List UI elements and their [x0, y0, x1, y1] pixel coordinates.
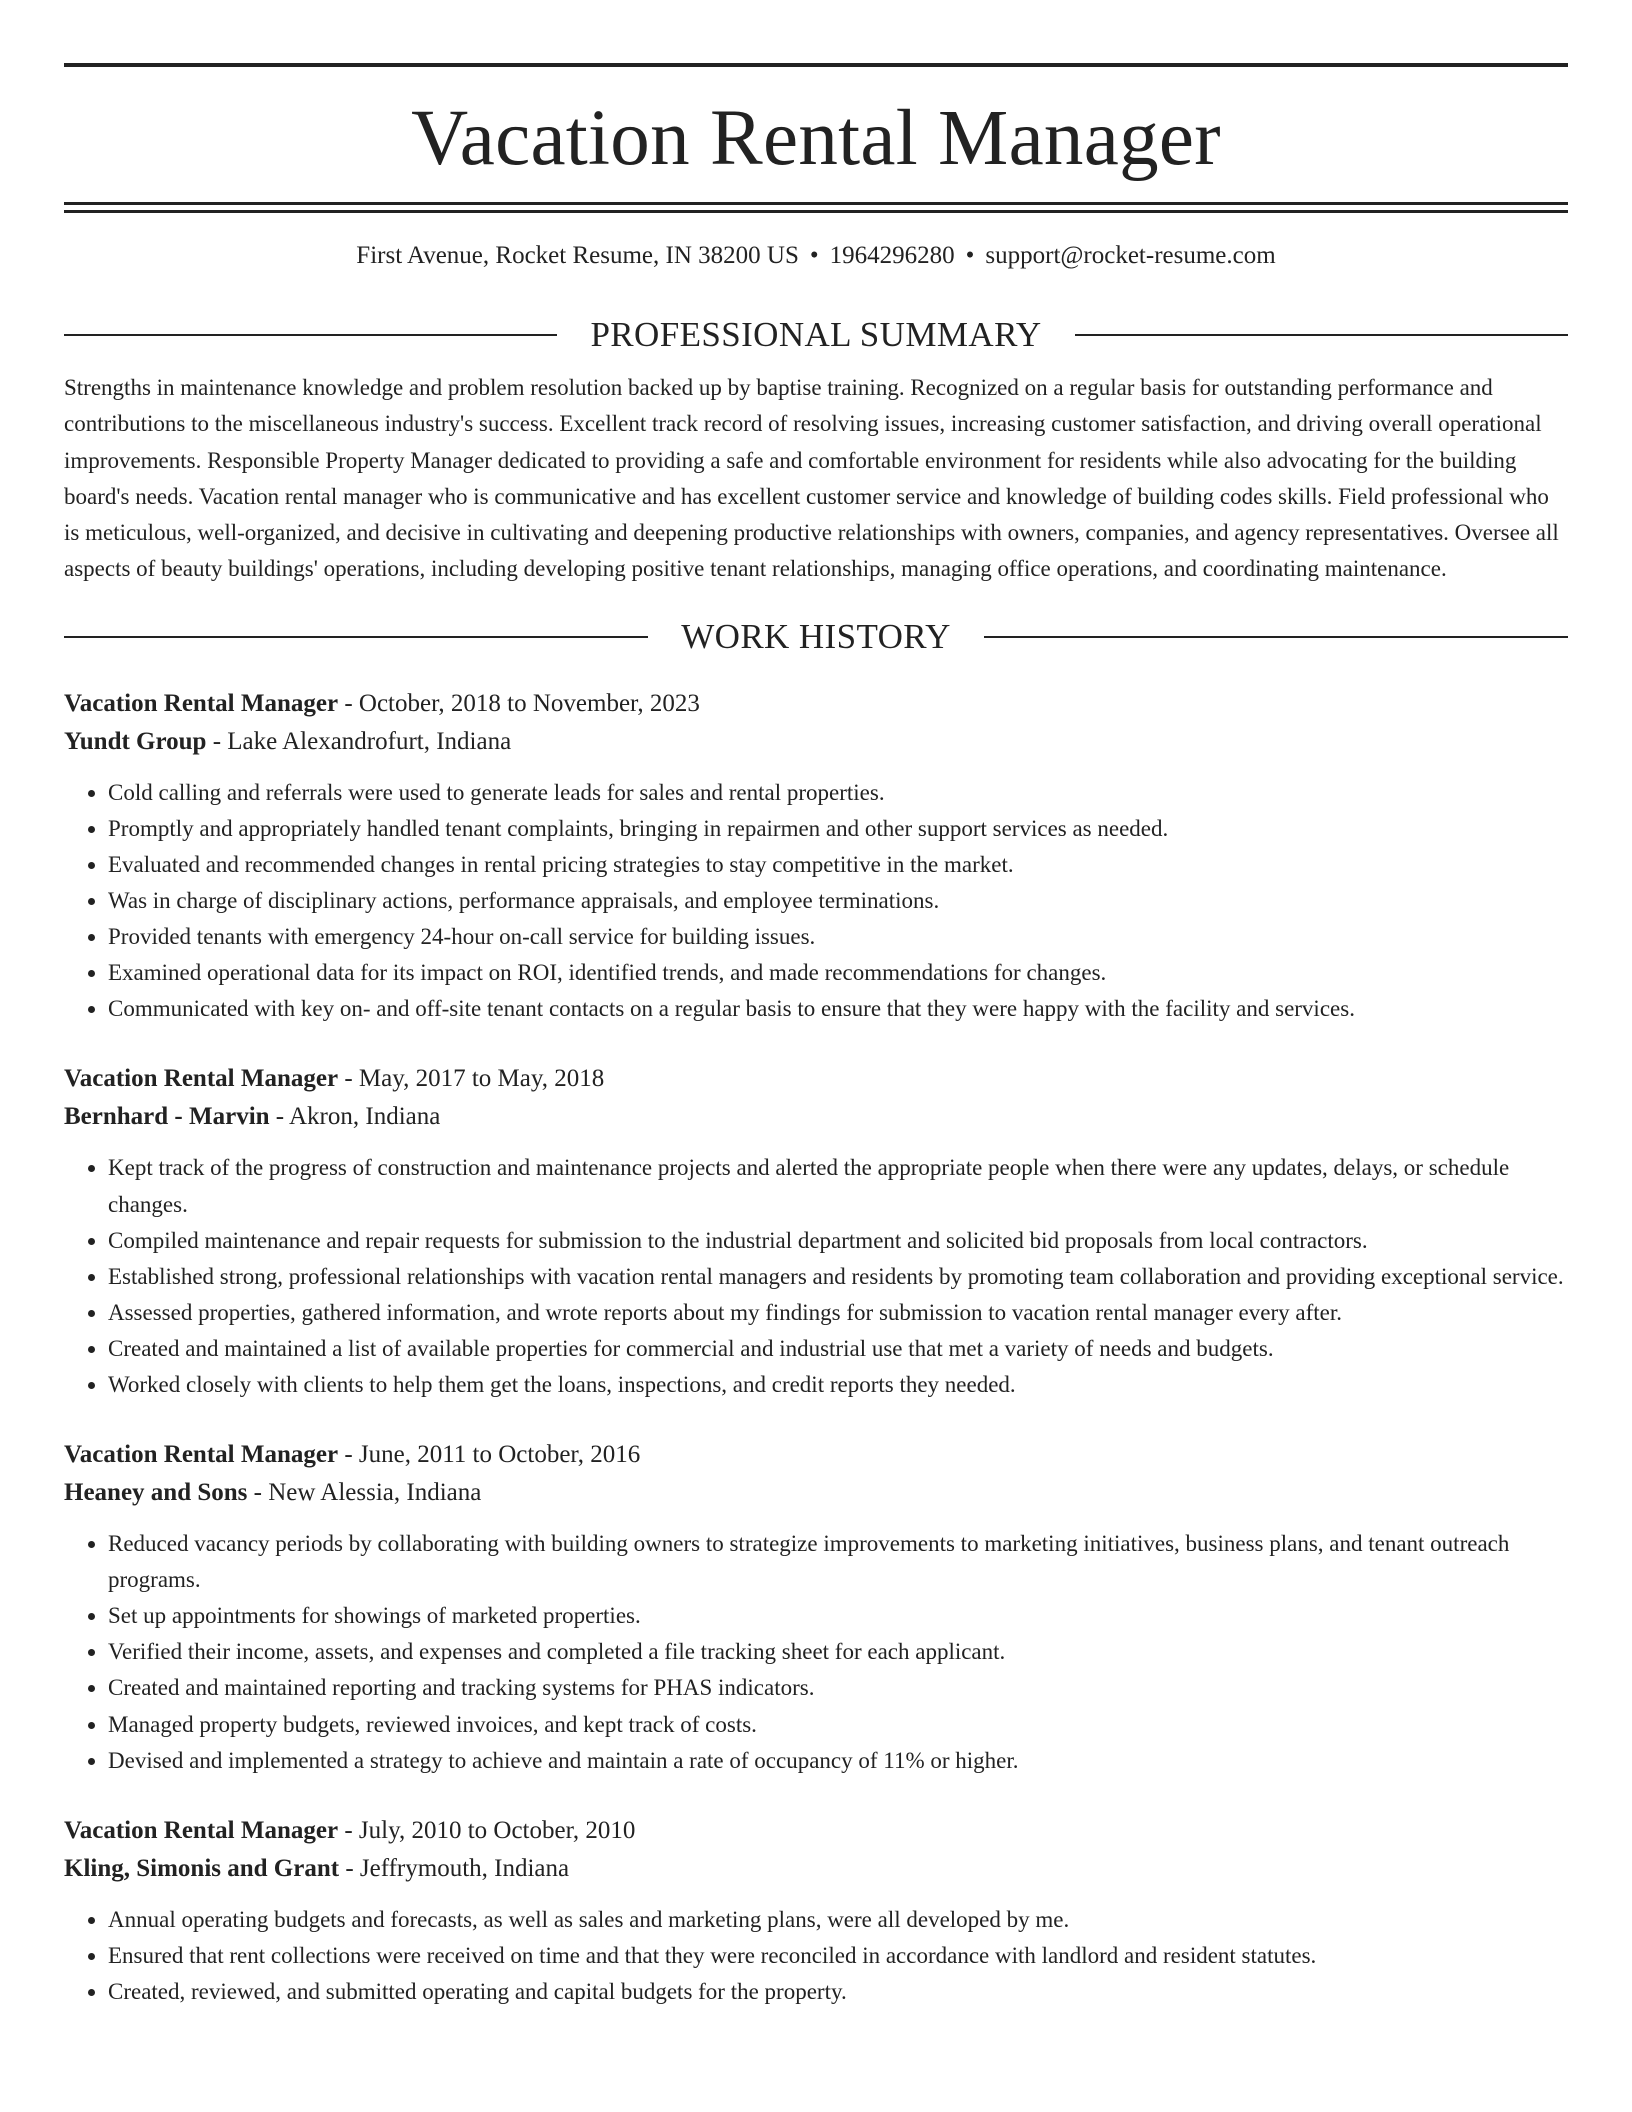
job-bullet: • Cold calling and referrals were used to generate leads for sales and rental properties.	[108, 775, 1568, 811]
job-bullet: • Provided tenants with emergency 24-hour on-call service for building issues.	[108, 919, 1568, 955]
heading-rule-left	[64, 636, 648, 638]
job-bullet-list	[64, 775, 1568, 1028]
job-entry	[64, 685, 1568, 1028]
job-bullet: • Assessed properties, gathered information, and wrote reports about my findings for submission to vacation rental manager every after.	[108, 1295, 1568, 1331]
job-company-line	[64, 1850, 1568, 1888]
job-bullet: • Evaluated and recommended changes in rental pricing strategies to stay competitive in the market.	[108, 847, 1568, 883]
job-list	[64, 685, 1568, 2010]
job-company-line	[64, 1474, 1568, 1512]
job-bullet: • Annual operating budgets and forecasts, as well as sales and marketing plans, were all developed by me.	[108, 1902, 1568, 1938]
job-bullet: • Created, reviewed, and submitted operating and capital budgets for the property.	[108, 1974, 1568, 2010]
job-company: Bernhard - Marvin	[64, 1103, 270, 1131]
job-title: Vacation Rental Manager	[64, 689, 339, 717]
title-double-rule	[64, 202, 1568, 213]
work-history-section-heading	[64, 615, 1568, 659]
resume-page	[64, 0, 1568, 2010]
job-bullet: • Kept track of the progress of construction and maintenance projects and alerted the appropriate people when there were any updates, delays, or schedule changes.	[108, 1150, 1568, 1222]
job-bullet: • Ensured that rent collections were received on time and that they were reconciled in accordance with landlord and resident statutes.	[108, 1938, 1568, 1974]
contact-separator: •	[965, 242, 975, 269]
job-dates: - October, 2018 to November, 2023	[338, 689, 700, 717]
job-title: Vacation Rental Manager	[64, 1816, 339, 1844]
summary-text: Strengths in maintenance knowledge and problem resolution backed up by baptise training. Recognized on a regular basis for outstanding performance and contributions to the miscellaneous industry's success. Excellent track record of resolving issues, increasing customer satisfaction, and driving overall operational improvements. Responsible Property Manager dedicated to providing a safe and comfortable environment for residents while also advocating for the building board's needs. Vacation rental manager who is communicative and has excellent customer service and knowledge of building codes skills. Field professional who is meticulous, well-organized, and decisive in cultivating and deepening productive relationships with owners, companies, and agency representatives. Oversee all aspects of beauty buildings' operations, including developing positive tenant relationships, managing office operations, and coordinating maintenance.	[64, 375, 1559, 582]
work-history-heading-label: WORK HISTORY	[681, 616, 951, 656]
job-bullet: • Promptly and appropriately handled tenant complaints, bringing in repairmen and other support services as needed.	[108, 811, 1568, 847]
job-bullet-list	[64, 1902, 1568, 2010]
contact-separator: •	[809, 242, 819, 269]
job-location: - Akron, Indiana	[269, 1103, 441, 1131]
job-dates: - May, 2017 to May, 2018	[338, 1065, 605, 1093]
job-bullet: • Created and maintained a list of available properties for commercial and industrial use that met a variety of needs and budgets.	[108, 1331, 1568, 1367]
job-title: Vacation Rental Manager	[64, 1441, 339, 1469]
job-bullet: • Worked closely with clients to help them get the loans, inspections, and credit reports they needed.	[108, 1367, 1568, 1403]
top-rule	[64, 63, 1568, 67]
job-company-line	[64, 723, 1568, 761]
summary-heading-label: PROFESSIONAL SUMMARY	[590, 315, 1042, 354]
job-bullet: • Was in charge of disciplinary actions, performance appraisals, and employee terminations.	[108, 883, 1568, 919]
job-company: Kling, Simonis and Grant	[64, 1854, 340, 1882]
job-bullet: • Devised and implemented a strategy to achieve and maintain a rate of occupancy of 11% or higher.	[108, 1743, 1568, 1779]
contact-line	[64, 239, 1568, 273]
job-company: Yundt Group	[64, 727, 207, 755]
job-bullet: • Managed property budgets, reviewed invoices, and kept track of costs.	[108, 1707, 1568, 1743]
job-title-line	[64, 1436, 1568, 1474]
job-dates: - July, 2010 to October, 2010	[338, 1816, 636, 1844]
job-bullet: • Reduced vacancy periods by collaborating with building owners to strategize improvements to marketing initiatives, business plans, and tenant outreach programs.	[108, 1526, 1568, 1598]
job-entry	[64, 1060, 1568, 1403]
job-title: Vacation Rental Manager	[64, 1065, 339, 1093]
job-bullet: • Verified their income, assets, and expenses and completed a file tracking sheet for each applicant.	[108, 1634, 1568, 1670]
contact-address: First Avenue, Rocket Resume, IN 38200 US	[356, 242, 799, 269]
job-title-line	[64, 1060, 1568, 1098]
job-bullet-list	[64, 1150, 1568, 1403]
heading-rule-right	[1075, 334, 1568, 336]
contact-email: support@rocket-resume.com	[985, 242, 1276, 269]
job-bullet: • Examined operational data for its impact on ROI, identified trends, and made recommendations for changes.	[108, 955, 1568, 991]
heading-rule-left	[64, 334, 557, 336]
job-title-line	[64, 685, 1568, 723]
job-bullet: • Created and maintained reporting and tracking systems for PHAS indicators.	[108, 1670, 1568, 1706]
resume-title: Vacation Rental Manager	[411, 95, 1221, 182]
heading-rule-right	[984, 636, 1568, 638]
job-title-line	[64, 1812, 1568, 1850]
job-company-line	[64, 1098, 1568, 1136]
contact-phone: 1964296280	[829, 242, 955, 269]
job-location: - Lake Alexandrofurt, Indiana	[206, 727, 512, 755]
job-company: Heaney and Sons	[64, 1479, 248, 1507]
job-entry	[64, 1812, 1568, 2010]
job-location: - Jeffrymouth, Indiana	[339, 1854, 570, 1882]
job-location: - New Alessia, Indiana	[247, 1479, 482, 1507]
summary-section-heading	[64, 313, 1568, 357]
job-entry	[64, 1436, 1568, 1779]
job-bullet: • Established strong, professional relationships with vacation rental managers and residents by promoting team collaboration and providing exceptional service.	[108, 1259, 1568, 1295]
job-bullet: • Set up appointments for showings of marketed properties.	[108, 1598, 1568, 1634]
job-dates: - June, 2011 to October, 2016	[338, 1441, 641, 1469]
job-bullet-list	[64, 1526, 1568, 1779]
job-bullet: • Communicated with key on- and off-site tenant contacts on a regular basis to ensure that they were happy with the facility and services.	[108, 991, 1568, 1027]
job-bullet: • Compiled maintenance and repair requests for submission to the industrial department and solicited bid proposals from local contractors.	[108, 1223, 1568, 1259]
